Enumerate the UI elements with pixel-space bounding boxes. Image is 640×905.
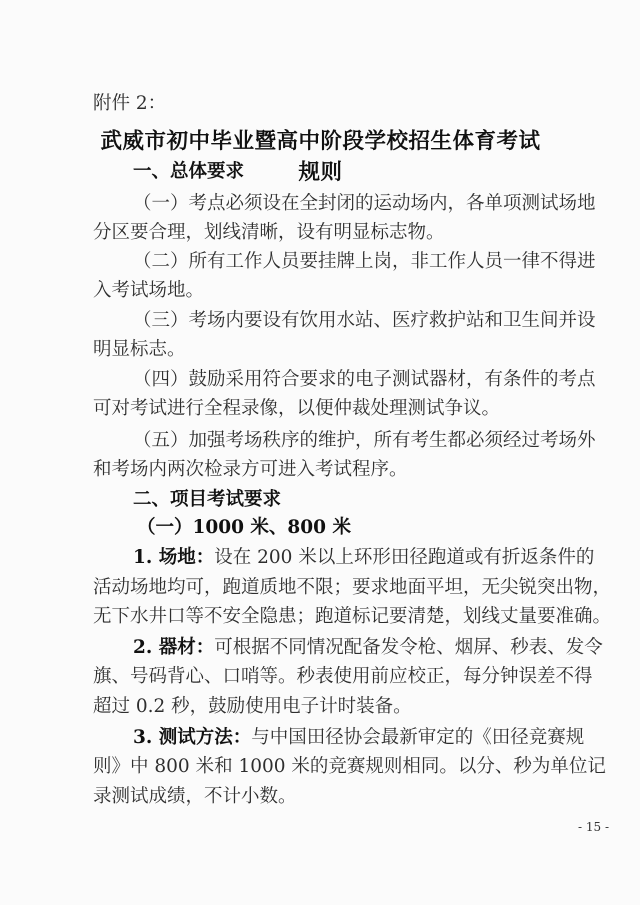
paragraph-line: （五）加强考场秩序的维护，所有考生都必须经过考场外 [133,430,596,451]
paragraph-line: 明显标志。 [93,339,186,360]
item-text: 设在 200 米以上环形田径跑道或有折返条件的 [214,547,595,568]
item-label: 2. 器材： [133,637,215,658]
section-heading: 一、总体要求 [133,161,245,182]
paragraph-line: （四）鼓励采用符合要求的电子测试器材，有条件的考点 [133,369,596,390]
attachment-label: 附件 2： [93,93,167,114]
paragraph-line: 无下水井口等不安全隐患；跑道标记要清楚，划线丈量要准确。 [93,606,612,627]
paragraph-line: 活动场地均可，跑道质地不限；要求地面平坦，无尖锐突出物， [93,577,612,598]
paragraph-line: 录测试成绩，不计小数。 [93,786,297,807]
paragraph-line: 和考场内两次检录方可进入考试程序。 [93,459,408,480]
paragraph-line: 旗、号码背心、口哨等。秒表使用前应校正，每分钟误差不得 [93,666,593,687]
section-heading: 二、项目考试要求 [133,489,282,510]
paragraph-line: 入考试场地。 [93,280,205,301]
subsection-heading: （一）1000 米、800 米 [137,517,351,538]
paragraph-line: 分区要合理，划线清晰，设有明显标志物。 [93,222,445,243]
paragraph-line: （二）所有工作人员要挂牌上岗，非工作人员一律不得进 [133,251,596,272]
item-label: 3. 测试方法： [133,727,252,748]
paragraph-line: （三）考场内要设有饮用水站、医疗救护站和卫生间并设 [133,310,596,331]
paragraph-line [93,726,585,750]
paragraph-line: 可对考试进行全程录像，以便仲裁处理测试争议。 [93,398,501,419]
paragraph-line: 则》中 800 米和 1000 米的竞赛规则相同。以分、秒为单位记 [93,756,606,777]
paragraph-line [93,636,603,660]
item-text: 与中国田径协会最新审定的《田径竞赛规 [251,727,585,748]
item-label: 1. 场地： [133,547,215,568]
document-title: 武威市初中毕业暨高中阶段学校招生体育考试规则 [100,129,541,185]
paragraph-line: 超过 0.2 秒，鼓励使用电子计时装备。 [93,696,412,717]
item-text: 可根据不同情况配备发令枪、烟屏、秒表、发令 [214,637,603,658]
paragraph-line: （一）考点必须设在全封闭的运动场内，各单项测试场地 [133,193,596,214]
paragraph-line [93,546,595,570]
page-number: - 15 - [578,820,610,834]
